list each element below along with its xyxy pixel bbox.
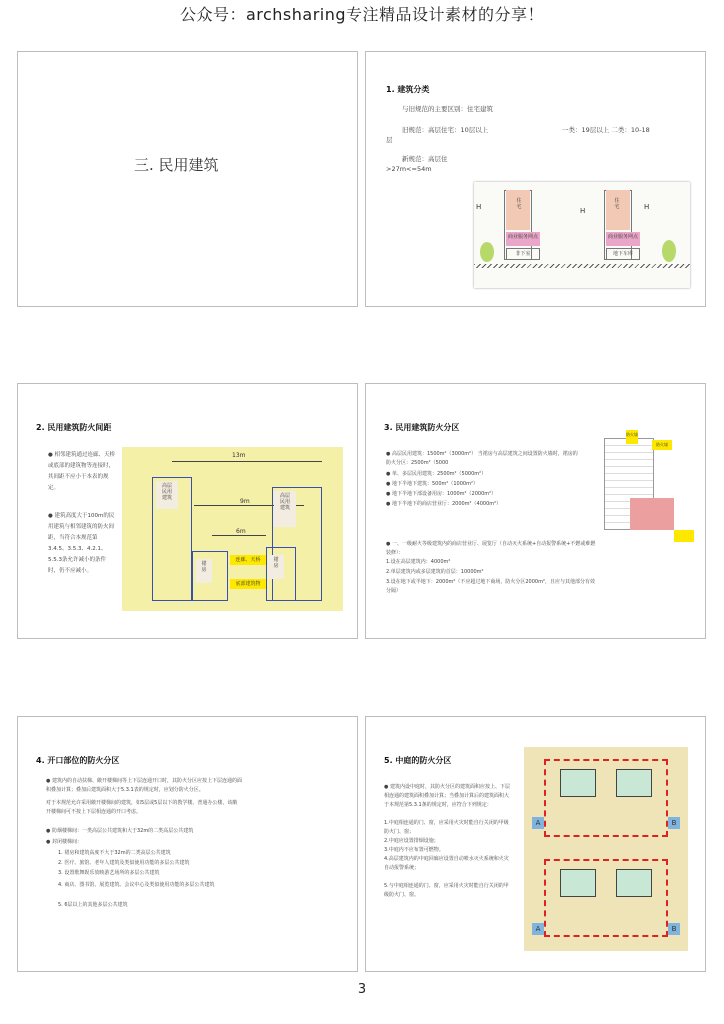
slide-3	[17, 383, 358, 639]
text-line: 2.单层建筑内或多层建筑的首层：10000m²	[386, 569, 484, 575]
text-line: 3. 设置歌舞娱乐放映游艺场所的多层公共建筑	[58, 870, 160, 876]
atrium-plan-sketch	[524, 747, 688, 951]
text-line: 1. 裙房和建筑高度不大于32m的二类高层公共建筑	[58, 850, 171, 856]
dimension-label: 6m	[236, 528, 246, 535]
tag: 防火墙	[626, 432, 638, 437]
building-class-sketch	[474, 182, 690, 288]
slide-4	[365, 383, 706, 639]
label: H	[476, 203, 482, 211]
text-line: ● 地下半地下部设备用房：1000m²（2000m²）	[386, 491, 497, 497]
slide-5	[17, 716, 358, 972]
slide-2	[365, 51, 706, 307]
label: 底部建筑物	[235, 581, 261, 587]
label: 商业服务网点	[507, 234, 538, 240]
text-line: 5. 6层以上的其他多层公共建筑	[58, 902, 128, 908]
page-header: 公众号：archsharing专注精品设计素材的分享！	[179, 5, 545, 24]
label: 裙 房	[273, 557, 279, 569]
label: 高层 民用 建筑	[279, 493, 290, 511]
label: 裙 房	[201, 561, 207, 573]
plan-label: A	[535, 925, 541, 933]
tag: 防火墙	[656, 442, 668, 447]
dimension-label: 13m	[232, 452, 246, 459]
text-line: 与旧规范的主要区别：住宅建筑	[402, 105, 493, 113]
text-line: ● 防烟楼梯间：一类高层公共建筑和大于32m的二类高层公共建筑	[46, 828, 194, 834]
label: 地下车库	[612, 251, 633, 257]
label: 非下室	[515, 251, 531, 257]
text-line: 新规范：高层住	[402, 155, 448, 163]
fire-compartment-sketch	[602, 424, 700, 544]
slide-title: 1. 建筑分类	[386, 85, 430, 94]
text-line: ● 地下半地下建筑：500m²（1000m²）	[386, 481, 478, 487]
text-line: 3.中庭内不应布置可燃物。	[384, 847, 444, 853]
text-line: ● 封闭楼梯间：	[46, 839, 82, 845]
text-line: 一类：19层以上 二类：10-18	[562, 126, 650, 134]
text-line: ● 地下半地下的商店营业厅：2000m²（4000m²）	[386, 501, 502, 507]
slide-title: 4. 开口部位的防火分区	[36, 756, 120, 765]
text-line: ● 建筑内的自动扶梯、敞开楼梯间等上下层连通开口时，其防火分区应按上下层连通的面积叠加计算；叠加后建筑面积大于5.3.1表的规定时，应划分防火分区。	[46, 778, 242, 793]
slide-title: 2. 民用建筑防火间距	[36, 423, 112, 432]
paragraph: ● 相邻建筑通过连廊、天桥或底部的建筑物等连接时，其间距不应小于本表的规定。	[48, 452, 116, 491]
text-line: 2. 医疗、旅馆、老年人建筑及类似使用功能的多层公共建筑	[58, 860, 190, 866]
text-line: 层	[386, 136, 393, 144]
slide-title: 3. 民用建筑防火分区	[384, 423, 460, 432]
dimension-label: 9m	[240, 498, 250, 505]
text-line: 4. 商店、图书馆、展览建筑、会议中心及类似使用功能的多层公共建筑	[58, 882, 215, 888]
slide-title: 5. 中庭的防火分区	[384, 756, 452, 765]
text-line: 4.高层建筑内的中庭回廊应设置自动喷水灭火系统和火灾自动报警系统；	[384, 856, 509, 871]
text-line: 5.与中庭相连通的门、窗，应采用火灾时能自行关闭的甲级防火门、窗。	[384, 883, 509, 898]
text-line: ● 高层民用建筑：1500m²（3000m²） 当裙房与高层建筑之间设置防火墙时，裙房的防火分区：2500m²（5000	[386, 451, 578, 466]
text-line: ● 单、多层民用建筑：2500m²（5000m²）	[386, 471, 487, 477]
label: 商业服务网点	[607, 234, 638, 240]
text-line: 对于本规范允许采用敞开楼梯间的建筑，如5层或5层以下的教学楼、普通办公楼，该敞开楼梯间可不按上下层相连通的开口考虑。	[46, 800, 238, 815]
text-line: 1.设在高层建筑内：4000m²	[386, 559, 451, 565]
section-title: 三. 民用建筑	[134, 156, 219, 174]
plan-label: A	[535, 819, 541, 827]
slide-6	[365, 716, 706, 972]
text-line: 1.中庭相连通的门、窗，应采用火灾时能自行关闭的甲级防火门、窗；	[384, 820, 509, 835]
text-line: >27m<=54m	[386, 165, 432, 173]
text-line: 3.设在地下或半地下：2000m²（不应超过地下商场，防火分区2000m²，且应与其他部分有效分隔）	[386, 579, 595, 594]
plan-label: B	[671, 925, 677, 933]
slide-1	[17, 51, 358, 307]
fire-spacing-sketch	[122, 447, 343, 611]
paragraph: ● 建筑高度大于100m的民用建筑与相邻建筑的防火间距，当符合本规范第3.4.5、3.5.3、4.2.1、5.5.3条允许减小的条件时，仍不应减小。	[48, 513, 115, 574]
paragraph: ● 建筑内设中庭时，其防火分区的建筑面积应按上、下层相连通的建筑面积叠加计算；当叠加计算后的建筑面积大于本规范第5.3.1条的规定时，应符合下列规定：	[384, 784, 510, 808]
label: 高层 民用 建筑	[161, 483, 172, 501]
text-line: 旧规范：高层住宅：10层以上	[402, 126, 489, 134]
plan-label: B	[671, 819, 677, 827]
label: H	[580, 207, 586, 215]
text-line: 2.中庭应设置排烟设施；	[384, 838, 439, 844]
label: H	[644, 203, 650, 211]
page-number: 3	[357, 982, 367, 997]
paragraph: ● 一、一级耐火等级建筑内的商店营业厅、展览厅（自动灭火系统+自动报警系统+不燃或难燃装修）：	[386, 541, 596, 556]
label: 连廊、天桥	[235, 557, 261, 563]
label: 住 宅	[516, 198, 522, 210]
label: 住 宅	[614, 198, 620, 210]
